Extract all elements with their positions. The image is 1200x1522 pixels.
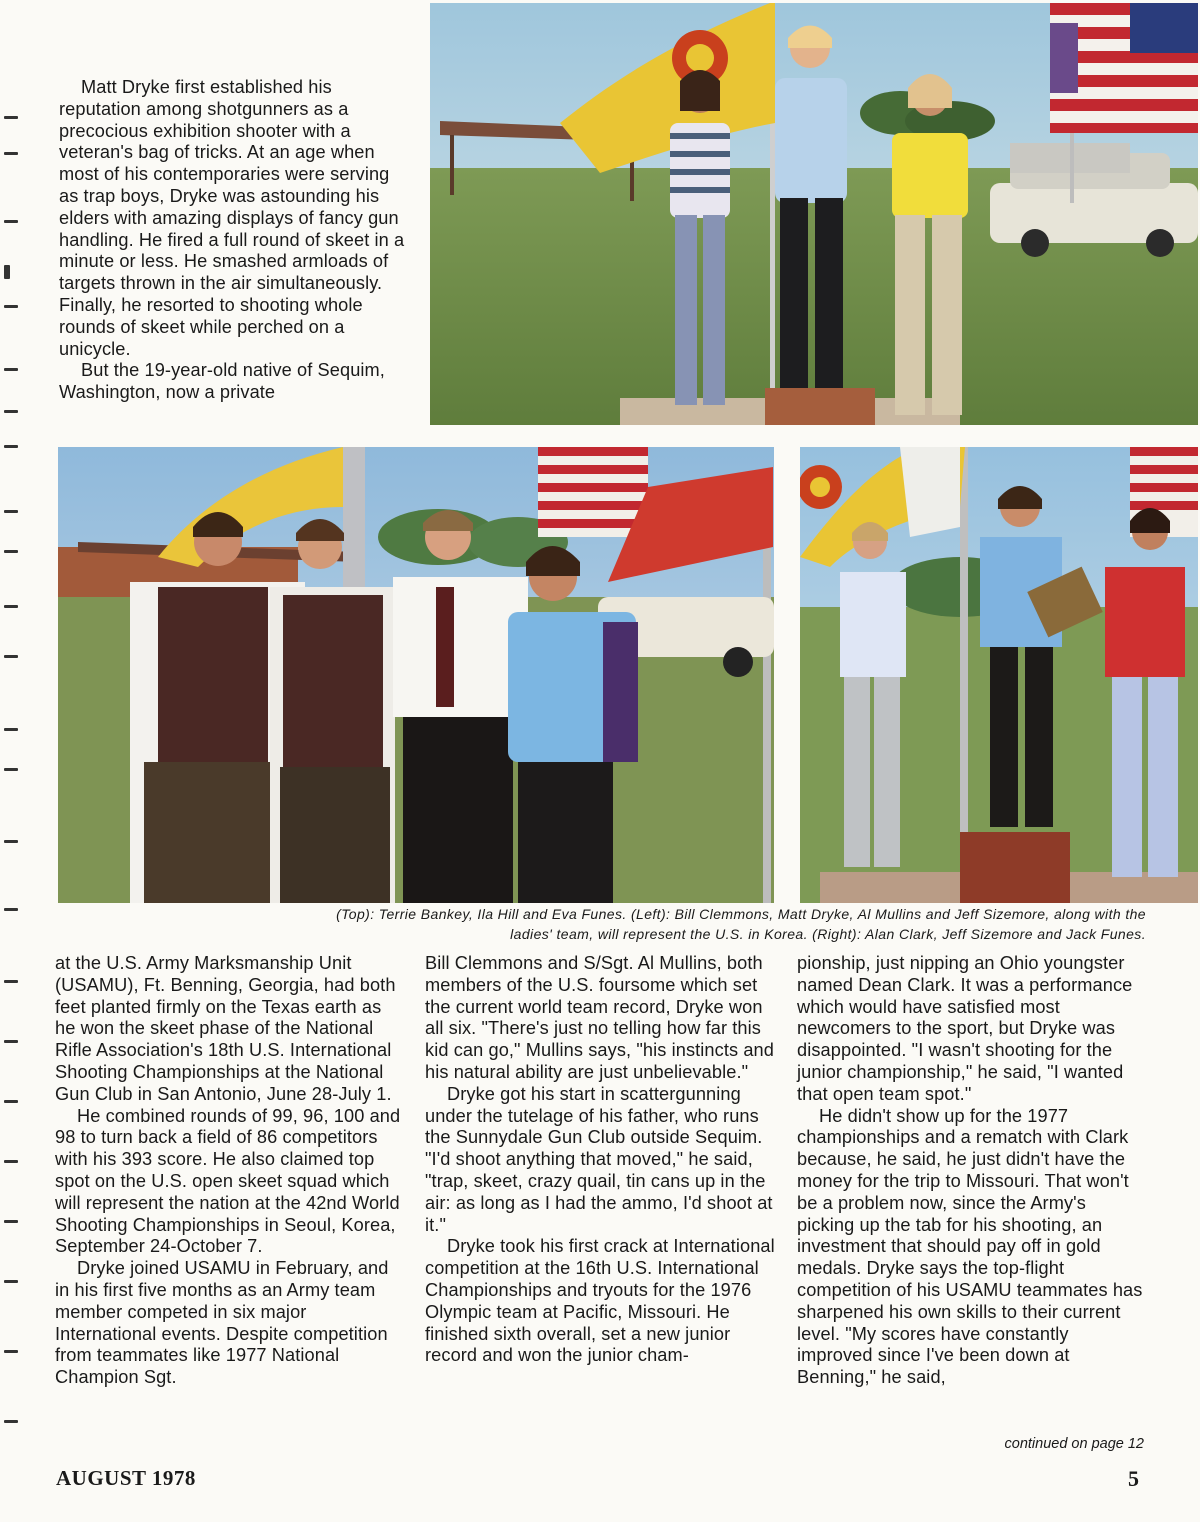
binding-mark [4, 116, 18, 119]
paragraph: But the 19-year-old native of Sequim, Washington, now a private [59, 360, 385, 403]
binding-mark [4, 305, 18, 308]
binding-mark [4, 1350, 18, 1353]
article-column-2 [425, 953, 775, 1367]
binding-mark [4, 152, 18, 155]
caption-line: ladies' team, will represent the U.S. in Korea. (Right): Alan Clark, Jeff Sizemore and Jack Funes. [510, 926, 1146, 942]
page-number: 5 [1128, 1466, 1139, 1491]
photo-caption [100, 904, 1146, 944]
binding-mark [4, 908, 18, 911]
binding-mark [4, 550, 18, 553]
binding-mark [4, 265, 10, 279]
intro-text [59, 77, 405, 404]
binding-mark [4, 980, 18, 983]
caption-line: (Top): Terrie Bankey, Ila Hill and Eva Funes. (Left): Bill Clemmons, Matt Dryke, Al Mullins and Jeff Sizemore, along with the [336, 906, 1146, 922]
paragraph: Matt Dryke first established his reputation among shotgunners as a precocious exhibition shooter with a veteran's bag of tricks. At an age when most of his contemporaries were serving as trap boys, Dryke was astounding his elders with amazing displays of fancy gun handling. He fired a full round of skeet in a minute or less. He smashed armloads of targets thrown in the air simultaneously. Finally, he resorted to shooting whole rounds of skeet while perched on a unicycle. [59, 77, 405, 359]
top-podium-photo [430, 3, 1198, 425]
right-podium-photo [800, 447, 1198, 903]
binding-mark [4, 768, 18, 771]
binding-mark [4, 1100, 18, 1103]
binding-mark [4, 728, 18, 731]
binding-mark [4, 1040, 18, 1043]
issue-date: AUGUST 1978 [56, 1466, 196, 1490]
continued-note: continued on page 12 [1004, 1436, 1144, 1452]
binding-mark [4, 510, 18, 513]
binding-mark [4, 368, 18, 371]
binding-mark [4, 655, 18, 658]
binding-mark [4, 840, 18, 843]
binding-mark [4, 605, 18, 608]
binding-mark [4, 1280, 18, 1283]
paragraph: at the U.S. Army Marksmanship Unit (USAMU), Ft. Benning, Georgia, had both feet planted firmly on the Texas earth as he won the skeet phase of the National Rifle Association's 18th U.S. International Shooting Championships at the National Gun Club in San Antonio, June 28-July 1. [55, 953, 396, 1104]
paragraph: Dryke joined USAMU in February, and in his first five months as an Army team member competed in six major International events. Despite competition from teammates like 1977 National Champion Sgt. [55, 1258, 389, 1388]
binding-marks [0, 100, 26, 1480]
binding-mark [4, 1220, 18, 1223]
binding-mark [4, 445, 18, 448]
binding-mark [4, 1160, 18, 1163]
paragraph: Bill Clemmons and S/Sgt. Al Mullins, both members of the U.S. foursome which set the current world team record, Dryke won all six. "There's just no telling how far this kid can go," Mullins says, "his instincts and his natural ability are just unbelievable." [425, 953, 774, 1082]
paragraph: Dryke took his first crack at International competition at the 16th U.S. International Championships and tryouts for the 1976 Olympic team at Pacific, Missouri. He finished sixth overall, set a new junior record and won the junior cham- [425, 1236, 775, 1366]
article-column-3 [797, 953, 1147, 1389]
binding-mark [4, 1420, 18, 1423]
left-team-photo [58, 447, 774, 903]
article-column-1 [55, 953, 405, 1389]
paragraph: He combined rounds of 99, 96, 100 and 98 to turn back a field of 86 competitors with his 393 score. He also claimed top spot on the U.S. open skeet squad which will represent the nation at the 42nd World Shooting Championships in Seoul, Korea, September 24-October 7. [55, 1105, 401, 1257]
paragraph: He didn't show up for the 1977 championships and a rematch with Clark because, he said, he just didn't have the money for the trip to Missouri. That won't be a problem now, since the Army's picking up the tab for his shooting, an investment that should pay off in gold medals. Dryke says the top-flight competition of his USAMU teammates has sharpened his own skills to their current level. "My scores have constantly improved since I've been down at Benning," he said, [797, 1105, 1143, 1388]
paragraph: Dryke got his start in scattergunning under the tutelage of his father, who runs the Sunnydale Gun Club outside Sequim. "I'd shoot anything that moved," he said, "trap, skeet, crazy quail, tin cans up in the air: as long as I had the ammo, I'd shoot at it." [425, 1083, 773, 1235]
binding-mark [4, 410, 18, 413]
paragraph: pionship, just nipping an Ohio youngster named Dean Clark. It was a performance which would have satisfied most newcomers to the sport, but Dryke was disappointed. "I wasn't shooting for the junior championship," he said, "I wanted that open team spot." [797, 953, 1133, 1104]
binding-mark [4, 220, 18, 223]
